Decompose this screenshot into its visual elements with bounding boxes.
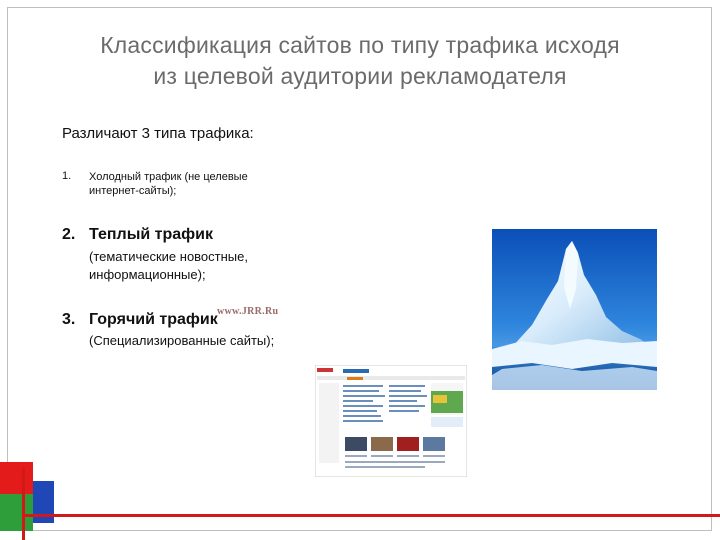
item-2-description: (тематические новостные, информационные); [89, 249, 248, 282]
item-3-heading: Горячий трафик [89, 311, 218, 328]
item-2-number: 2. [62, 226, 76, 243]
jrr-logo: www.JRR.Ru [217, 306, 279, 317]
corner-green-square [0, 494, 33, 531]
corner-red-horizontal-line [22, 514, 720, 517]
corner-red-square [0, 462, 33, 494]
item-1-text: Холодный трафик (не целевые интернет-сайты); [89, 171, 248, 197]
title-line-1: Классификация сайтов по типу трафика исходя [100, 32, 620, 58]
iceberg-image [492, 229, 657, 390]
title-line-2: из целевой аудитории рекламодателя [153, 63, 567, 89]
item-3-number: 3. [62, 311, 76, 328]
item-1-number: 1. [62, 170, 72, 182]
item-2-heading: Теплый трафик [89, 226, 213, 243]
website-screenshot-image [315, 365, 467, 477]
intro-text: Различают 3 типа трафика: [62, 125, 254, 142]
corner-red-vertical-line [22, 468, 25, 540]
slide-title [40, 30, 680, 92]
item-3-description: (Специализированные сайты); [89, 333, 275, 348]
